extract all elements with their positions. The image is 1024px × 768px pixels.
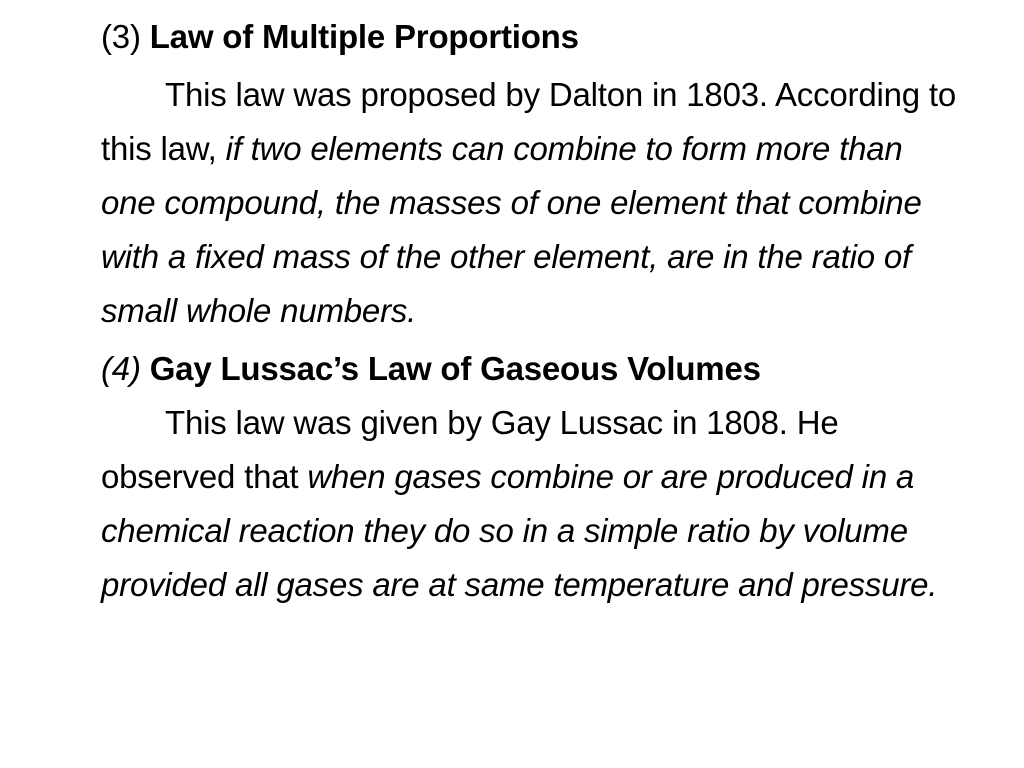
section-3 [101,10,961,338]
section-3-heading-line [101,10,961,64]
section-3-number: (3) [101,18,141,55]
section-4 [101,338,961,612]
section-4-intro: This law was given by Gay Lussac in 1808. He observed that [101,404,839,495]
section-3-intro: This law was proposed by Dalton in 1803. According to this law, [101,76,957,167]
section-4-number: (4) [101,350,141,387]
section-4-body [101,396,961,612]
slide-content [101,10,961,612]
section-3-heading: Law of Multiple Proportions [149,18,579,55]
section-3-statement: if two elements can combine to form more than one compound, the masses of one element that combine with a fixed mass of the other element, are in the ratio of small whole numbers. [101,130,922,329]
section-4-statement: when gases combine or are produced in a chemical reaction they do so in a simple ratio by volume provided all gases are at same temperature and pressure. [101,458,938,603]
section-4-heading: Gay Lussac’s Law of Gaseous Volumes [149,350,761,387]
section-3-body [101,68,961,338]
section-4-heading-line [101,342,961,396]
